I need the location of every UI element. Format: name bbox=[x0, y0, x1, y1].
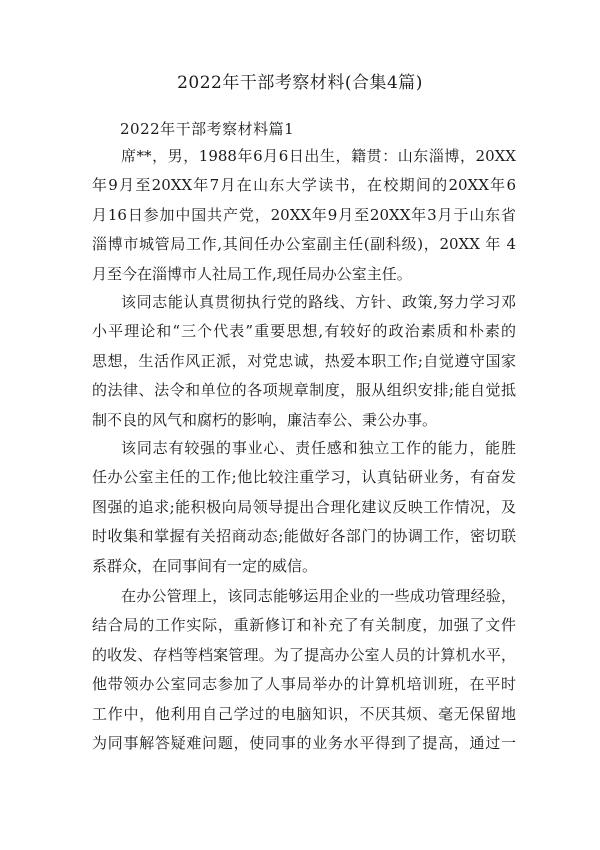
paragraph-4 bbox=[92, 582, 516, 758]
paragraph-line: 该同志能认真贯彻执行党的路线、方针、政策,努力学习邓 bbox=[121, 293, 516, 311]
paragraph-line: 年9月至20XX年7月在山东大学读书，在校期间的20XX年6 bbox=[92, 176, 516, 195]
paragraph-line: 工作中，他利用自己学过的电脑知识，不厌其烦、毫无保留地 bbox=[92, 704, 516, 723]
paragraph-line: 月至今在淄博市人社局工作,现任局办公室主任。 bbox=[92, 264, 412, 283]
paragraph-line: 任办公室主任的工作;他比较注重学习，认真钻研业务，有奋发 bbox=[92, 468, 516, 487]
paragraph-3 bbox=[92, 434, 516, 581]
paragraph-line: 为同事解答疑难问题，使同事的业务水平得到了提高，通过一 bbox=[92, 733, 516, 752]
paragraph-line: 制不良的风气和腐朽的影响，廉洁奉公、秉公办事。 bbox=[92, 410, 438, 429]
paragraph-2 bbox=[92, 288, 516, 435]
paragraph-line: 结合局的工作实际，重新修订和补充了有关制度，加强了文件 bbox=[92, 616, 516, 635]
paragraph-line: 图强的追求;能积极向局领导提出合理化建议反映工作情况，及 bbox=[92, 497, 516, 516]
document-title: 2022年干部考察材料(合集4篇) bbox=[177, 73, 423, 93]
paragraph-line: 他带领办公室同志参加了人事局举办的计算机培训班，在平时 bbox=[92, 675, 516, 694]
paragraph-line: 的法律、法令和单位的各项规章制度，服从组织安排;能自觉抵 bbox=[92, 381, 516, 400]
paragraph-line: 月16日参加中国共产党，20XX年9月至20XX年3月于山东省 bbox=[92, 205, 516, 224]
paragraph-line: 该同志有较强的事业心、责任感和独立工作的能力，能胜 bbox=[121, 439, 516, 457]
paragraph-line: 在办公管理上，该同志能够运用企业的一些成功管理经验， bbox=[121, 587, 516, 605]
paragraph-1 bbox=[92, 142, 516, 289]
paragraph-line: 的收发、存档等档案管理。为了提高办公室人员的计算机水平， bbox=[92, 645, 516, 664]
paragraph-line: 时收集和掌握有关招商动态;能做好各部门的协调工作，密切联 bbox=[92, 527, 516, 546]
paragraph-line: 席**，男，1988年6月6日出生，籍贯：山东淄博，20XX bbox=[121, 147, 516, 165]
paragraph-line: 思想，生活作风正派，对党忠诚，热爱本职工作;自觉遵守国家 bbox=[92, 351, 516, 370]
paragraph-line: 系群众，在同事间有一定的威信。 bbox=[92, 556, 318, 575]
paragraph-line: 小平理论和“三个代表”重要思想,有较好的政治素质和朴素的 bbox=[92, 322, 516, 341]
paragraph-line: 淄博市城管局工作,其间任办公室副主任(副科级)，20XX 年 4 bbox=[92, 235, 516, 254]
section-heading: 2022年干部考察材料篇1 bbox=[120, 120, 295, 138]
